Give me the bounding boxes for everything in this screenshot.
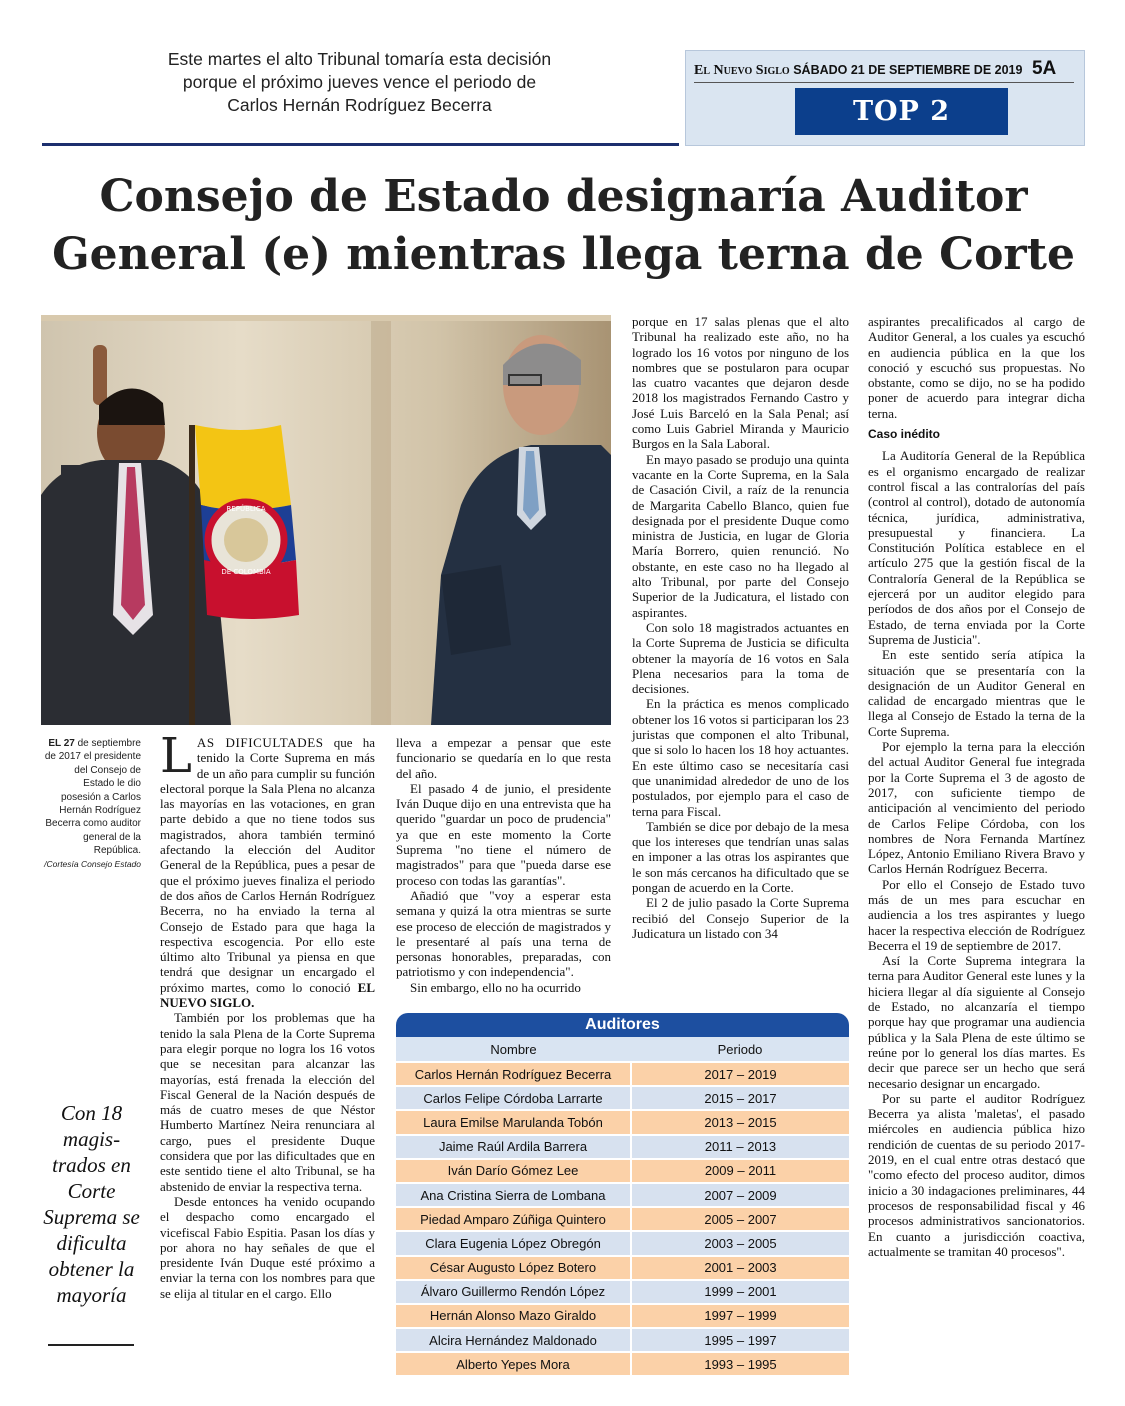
table-row — [396, 1280, 849, 1304]
article-column-1 — [160, 728, 375, 1301]
body-paragraph: El pasado 4 de junio, el presidente Iván Duque dijo en una entrevista que ha querido "guardar un poco de prudencia" ya que en este momento la Corte Suprema "no tiene el número de magistrados" para que "pueda darse ese proceso con todas las garantías". — [396, 780, 611, 888]
pull-quote: Con 18 magis-trados en Corte Suprema se dificulta obtener la mayoría — [43, 1101, 140, 1307]
subheading: Caso inédito — [868, 427, 941, 442]
table-row — [396, 1231, 849, 1255]
caption-text: de septiembre de 2017 el presidente del Consejo de Estado le dio posesión a Carlos Hernán Rodríguez Becerra como auditor general de la República. — [44, 738, 141, 857]
kicker-line: porque el próximo jueves vence el periodo de — [182, 72, 537, 92]
table-title: Auditores — [396, 1013, 849, 1037]
auditor-period: 1999 – 2001 — [631, 1280, 849, 1304]
body-paragraph: Con solo 18 magistrados actuantes en la Corte Suprema de Justicia se dificulta obtener la mayoría de 16 votos en Sala Plena necesarios para la toma de decisiones. — [632, 619, 849, 697]
newspaper-mention: EL NUEVO SIGLO. — [160, 979, 375, 1011]
column-header-period: Periodo — [631, 1037, 849, 1062]
auditor-name: Jaime Raúl Ardila Barrera — [396, 1135, 631, 1159]
auditor-name: Álvaro Guillermo Rendón López — [396, 1280, 631, 1304]
body-paragraph: Sin embargo, ello no ha ocurrido — [410, 979, 581, 995]
article-column-4 — [868, 314, 1085, 1259]
table-row — [396, 1304, 849, 1328]
auditor-period: 2005 – 2007 — [631, 1207, 849, 1231]
body-paragraph: La Auditoría General de la República es el organismo encargado de realizar control fiscal a las contralorías del país (control al control), dotado de autonomía técnica, jurídica, administrativa, presupuestal y financiera. La Constitución Política establece en el artículo 275 que la gestión fiscal de la Contraloría General de la República se ejercerá por un auditor elegido para períodos de dos años por el Consejo de Estado, de terna enviada por la Corte Suprema de Justicia". — [868, 448, 1085, 647]
article-column-2 — [396, 735, 611, 995]
auditor-name: César Augusto López Botero — [396, 1256, 631, 1280]
body-paragraph: Desde entonces ha venido ocupando el despacho como encargado el vicefiscal Fabio Espitia. Pasan los días y por ahora no hay señales de que el presidente Iván Duque esté próximo a enviar la terna con los nombres para que se elija al titular en el cargo. Ello — [160, 1193, 375, 1301]
auditor-period: 1995 – 1997 — [631, 1328, 849, 1352]
body-paragraph — [160, 728, 375, 1011]
auditor-name: Hernán Alonso Mazo Giraldo — [396, 1304, 631, 1328]
pull-quote-rule — [48, 1344, 134, 1346]
body-paragraph: aspirantes precalificados al cargo de Auditor General, a los cuales ya escuchó en audiencia pública en la que los conoció y escuchó sus propuestas. No obstante, como se dijo, no se ha podido poner de acuerdo para integrar dicha terna. — [868, 314, 1085, 421]
headline-line: General (e) mientras llega terna de Corte — [52, 229, 1075, 280]
table-row — [396, 1352, 849, 1375]
auditor-period: 2013 – 2015 — [631, 1110, 849, 1134]
auditor-period: 2017 – 2019 — [631, 1062, 849, 1086]
masthead — [685, 50, 1085, 146]
auditor-period: 2001 – 2003 — [631, 1256, 849, 1280]
headline — [42, 168, 1085, 284]
body-paragraph: Así la Corte Suprema integrara la terna para Auditor General este lunes y la hiciera llegar al día siguiente al Consejo de Estado, no alcanzaría el tiempo porque hay que programar una audiencia pública y la Sala Plena de este último se reúne por lo general los días martes. Es decir que parece ser un hecho que será necesario designar un encargado. — [868, 953, 1085, 1091]
auditor-period: 1993 – 1995 — [631, 1352, 849, 1375]
kicker-line: Este martes el alto Tribunal tomaría esta decisión — [167, 49, 552, 69]
body-paragraph: Por ejemplo la terna para la elección del actual Auditor General fue integrada por la Corte Suprema el 3 de agosto de 2017, con suficiente tiempo de anticipación al vencimiento del periodo de Carlos Felipe Córdoba, con los nombres de Nora Fernanda Martínez López, Antonio Emiliano Rivera Bravo y Carlos Hernán Rodríguez Becerra. — [868, 739, 1085, 877]
table-header-row — [396, 1037, 849, 1062]
body-paragraph: También por los problemas que ha tenido la sala Plena de la Corte Suprema para elegir porque no logra los 16 votos que se necesitan para alcanzar las mayorías, está frenada la elección del Fiscal General de la Nación después de más de cuatro meses de que Néstor Humberto Martínez Neira renunciara al cargo, pues el presidente Duque considera que por las dificultades que en este sentido tiene el alto Tribunal, se ha abstenido de enviar la respectiva terna. — [160, 1010, 375, 1194]
auditor-name: Ana Cristina Sierra de Lombana — [396, 1183, 631, 1207]
seal-text: REPÚBLICA — [226, 505, 266, 513]
auditor-period: 1997 – 1999 — [631, 1304, 849, 1328]
auditor-name: Iván Darío Gómez Lee — [396, 1159, 631, 1183]
table-row — [396, 1110, 849, 1134]
body-paragraph: También se dice por debajo de la mesa que los intereses que tendrían unas salas en imponer a las otras los aspirantes que le son más cercanos ha dificultado que se pongan de acuerdo en la Corte. — [632, 818, 849, 895]
table-row — [396, 1086, 849, 1110]
table-row — [396, 1062, 849, 1086]
auditor-name: Clara Eugenia López Obregón — [396, 1231, 631, 1255]
auditor-period: 2011 – 2013 — [631, 1135, 849, 1159]
auditor-name: Laura Emilse Marulanda Tobón — [396, 1110, 631, 1134]
auditor-name: Carlos Felipe Córdoba Larrarte — [396, 1086, 631, 1110]
body-paragraph: porque en 17 salas plenas que el alto Tribunal ha realizado este año, no ha logrado los 16 votos por ninguno de los nombres que se postularon para ocupar las cuatro vacantes que dejaron desde 2018 los magistrados Fernando Castro y José Luis Barceló en la Sala Penal; así como Luis Gabriel Miranda y Mauricio Burgos en la Sala Laboral. — [632, 314, 849, 452]
table-row — [396, 1256, 849, 1280]
auditor-name: Piedad Amparo Zúñiga Quintero — [396, 1207, 631, 1231]
body-paragraph: Por su parte el auditor Rodríguez Becerra ya alista 'maletas', el pasado miércoles en audiencia pública hizo rendición de cuentas de su periodo 2017-2019, en el cual entre otras destacó que "como efecto del proceso auditor, dimos inicio a 30 indagaciones preliminares, 44 procesos de responsabilidad fiscal y 46 procesos administrativos sancionatorios. En cuanto a jurisdicción coactiva, actualmente se tramitan 40 procesos". — [868, 1090, 1085, 1259]
seal-text: DE COLOMBIA — [221, 568, 271, 576]
kicker-line: Carlos Hernán Rodríguez Becerra — [227, 95, 492, 115]
auditors-table — [396, 1013, 849, 1375]
auditor-period: 2015 – 2017 — [631, 1086, 849, 1110]
drop-cap: L — [160, 728, 192, 784]
issue-date: SÁBADO 21 DE SEPTIEMBRE DE 2019 — [793, 63, 1023, 77]
body-paragraph: En la práctica es menos complicado obtener los 16 votos si participaran los 23 juristas que componen el alto Tribunal, que si solo lo hacen los 18 hoy actuantes. En este último caso se necesitaría casi que unanimidad alrededor de uno de los postulados, por ejemplo para el caso de terna para Fiscal. — [632, 696, 849, 819]
body-paragraph: En este sentido sería atípica la situación que se presentaría con la designación de un Auditor General en calidad de encargado mientras que le llega al Consejo de Estado la terna de la Corte Suprema. — [868, 647, 1085, 739]
table-row — [396, 1328, 849, 1352]
body-paragraph: Por ello el Consejo de Estado tuvo más de un mes para escuchar en audiencia a los tres aspirantes y luego hacer la respectiva elección de Rodríguez Becerra el 19 de septiembre de 2017. — [868, 876, 1085, 953]
table-row — [396, 1183, 849, 1207]
newspaper-name: El Nuevo Siglo — [694, 63, 790, 78]
table-row — [396, 1135, 849, 1159]
column-header-name: Nombre — [396, 1037, 631, 1062]
folio — [694, 58, 1074, 83]
paragraph-text: que ha tenido la Corte Suprema en más de un año para cumplir su función electoral porque la Sala Plena no alcanza las mayorías en las votaciones, en gran parte debido a que no tiene todos sus magistrados, ahora también terminó afectando la elección del Auditor General de la República, pues a pesar de que el próximo jueves finaliza el periodo de dos años de Carlos Hernán Rodríguez Becerra, no ha enviado la terna al Consejo de Estado para que haga la respectiva escogencia. Por ello este último alto Tribunal ya piensa en que tendrá que designar un encargado el próximo martes, como lo conoció — [160, 735, 375, 995]
auditor-period: 2003 – 2005 — [631, 1231, 849, 1255]
kicker — [42, 48, 677, 117]
caption-lead: EL 27 — [48, 738, 75, 749]
table — [396, 1037, 849, 1375]
article-column-3 — [632, 314, 849, 941]
body-paragraph: lleva a empezar a pensar que este funcionario se quedaría en lo que resta del año. — [396, 735, 611, 781]
table-row — [396, 1159, 849, 1183]
table-row — [396, 1207, 849, 1231]
photo-credit: /Cortesía Consejo Estado — [44, 858, 141, 869]
page-number: 5A — [1031, 58, 1057, 79]
body-paragraph: En mayo pasado se produjo una quinta vacante en la Corte Suprema, en la Sala de Casación Civil, a raíz de la renuncia de Margarita Cabello Blanco, quien fue designada por el presidente Duque como ministra de Justicia, en lugar de Gloria María Borrero, quien renunció. No obstante, en este caso no ha llegado al alto Tribunal, por parte del Consejo Superior de la Judicatura, el listado con aspirantes. — [632, 451, 849, 620]
auditor-name: Carlos Hernán Rodríguez Becerra — [396, 1062, 631, 1086]
headline-line: Consejo de Estado designaría Auditor — [99, 171, 1028, 222]
auditor-name: Alberto Yepes Mora — [396, 1352, 631, 1375]
news-photo — [41, 315, 611, 725]
photo-caption — [42, 737, 141, 871]
auditor-period: 2007 – 2009 — [631, 1183, 849, 1207]
body-paragraph: Añadió que "voy a esperar esta semana y quizá la otra mientras se surte ese proceso de elección de magistrados y le presentaré al país una terna de personas honorables, preparadas, con patriotismo y con independencia". — [396, 887, 611, 980]
kicker-rule — [42, 143, 679, 146]
auditor-name: Alcira Hernández Maldonado — [396, 1328, 631, 1352]
photo-illustration — [41, 315, 611, 725]
opening-words: AS DIFICULTADES — [196, 735, 324, 750]
section-label: TOP 2 — [795, 88, 1008, 135]
body-paragraph: El 2 de julio pasado la Corte Suprema recibió del Consejo Superior de la Judicatura un listado con 34 — [632, 895, 849, 941]
auditor-period: 2009 – 2011 — [631, 1159, 849, 1183]
